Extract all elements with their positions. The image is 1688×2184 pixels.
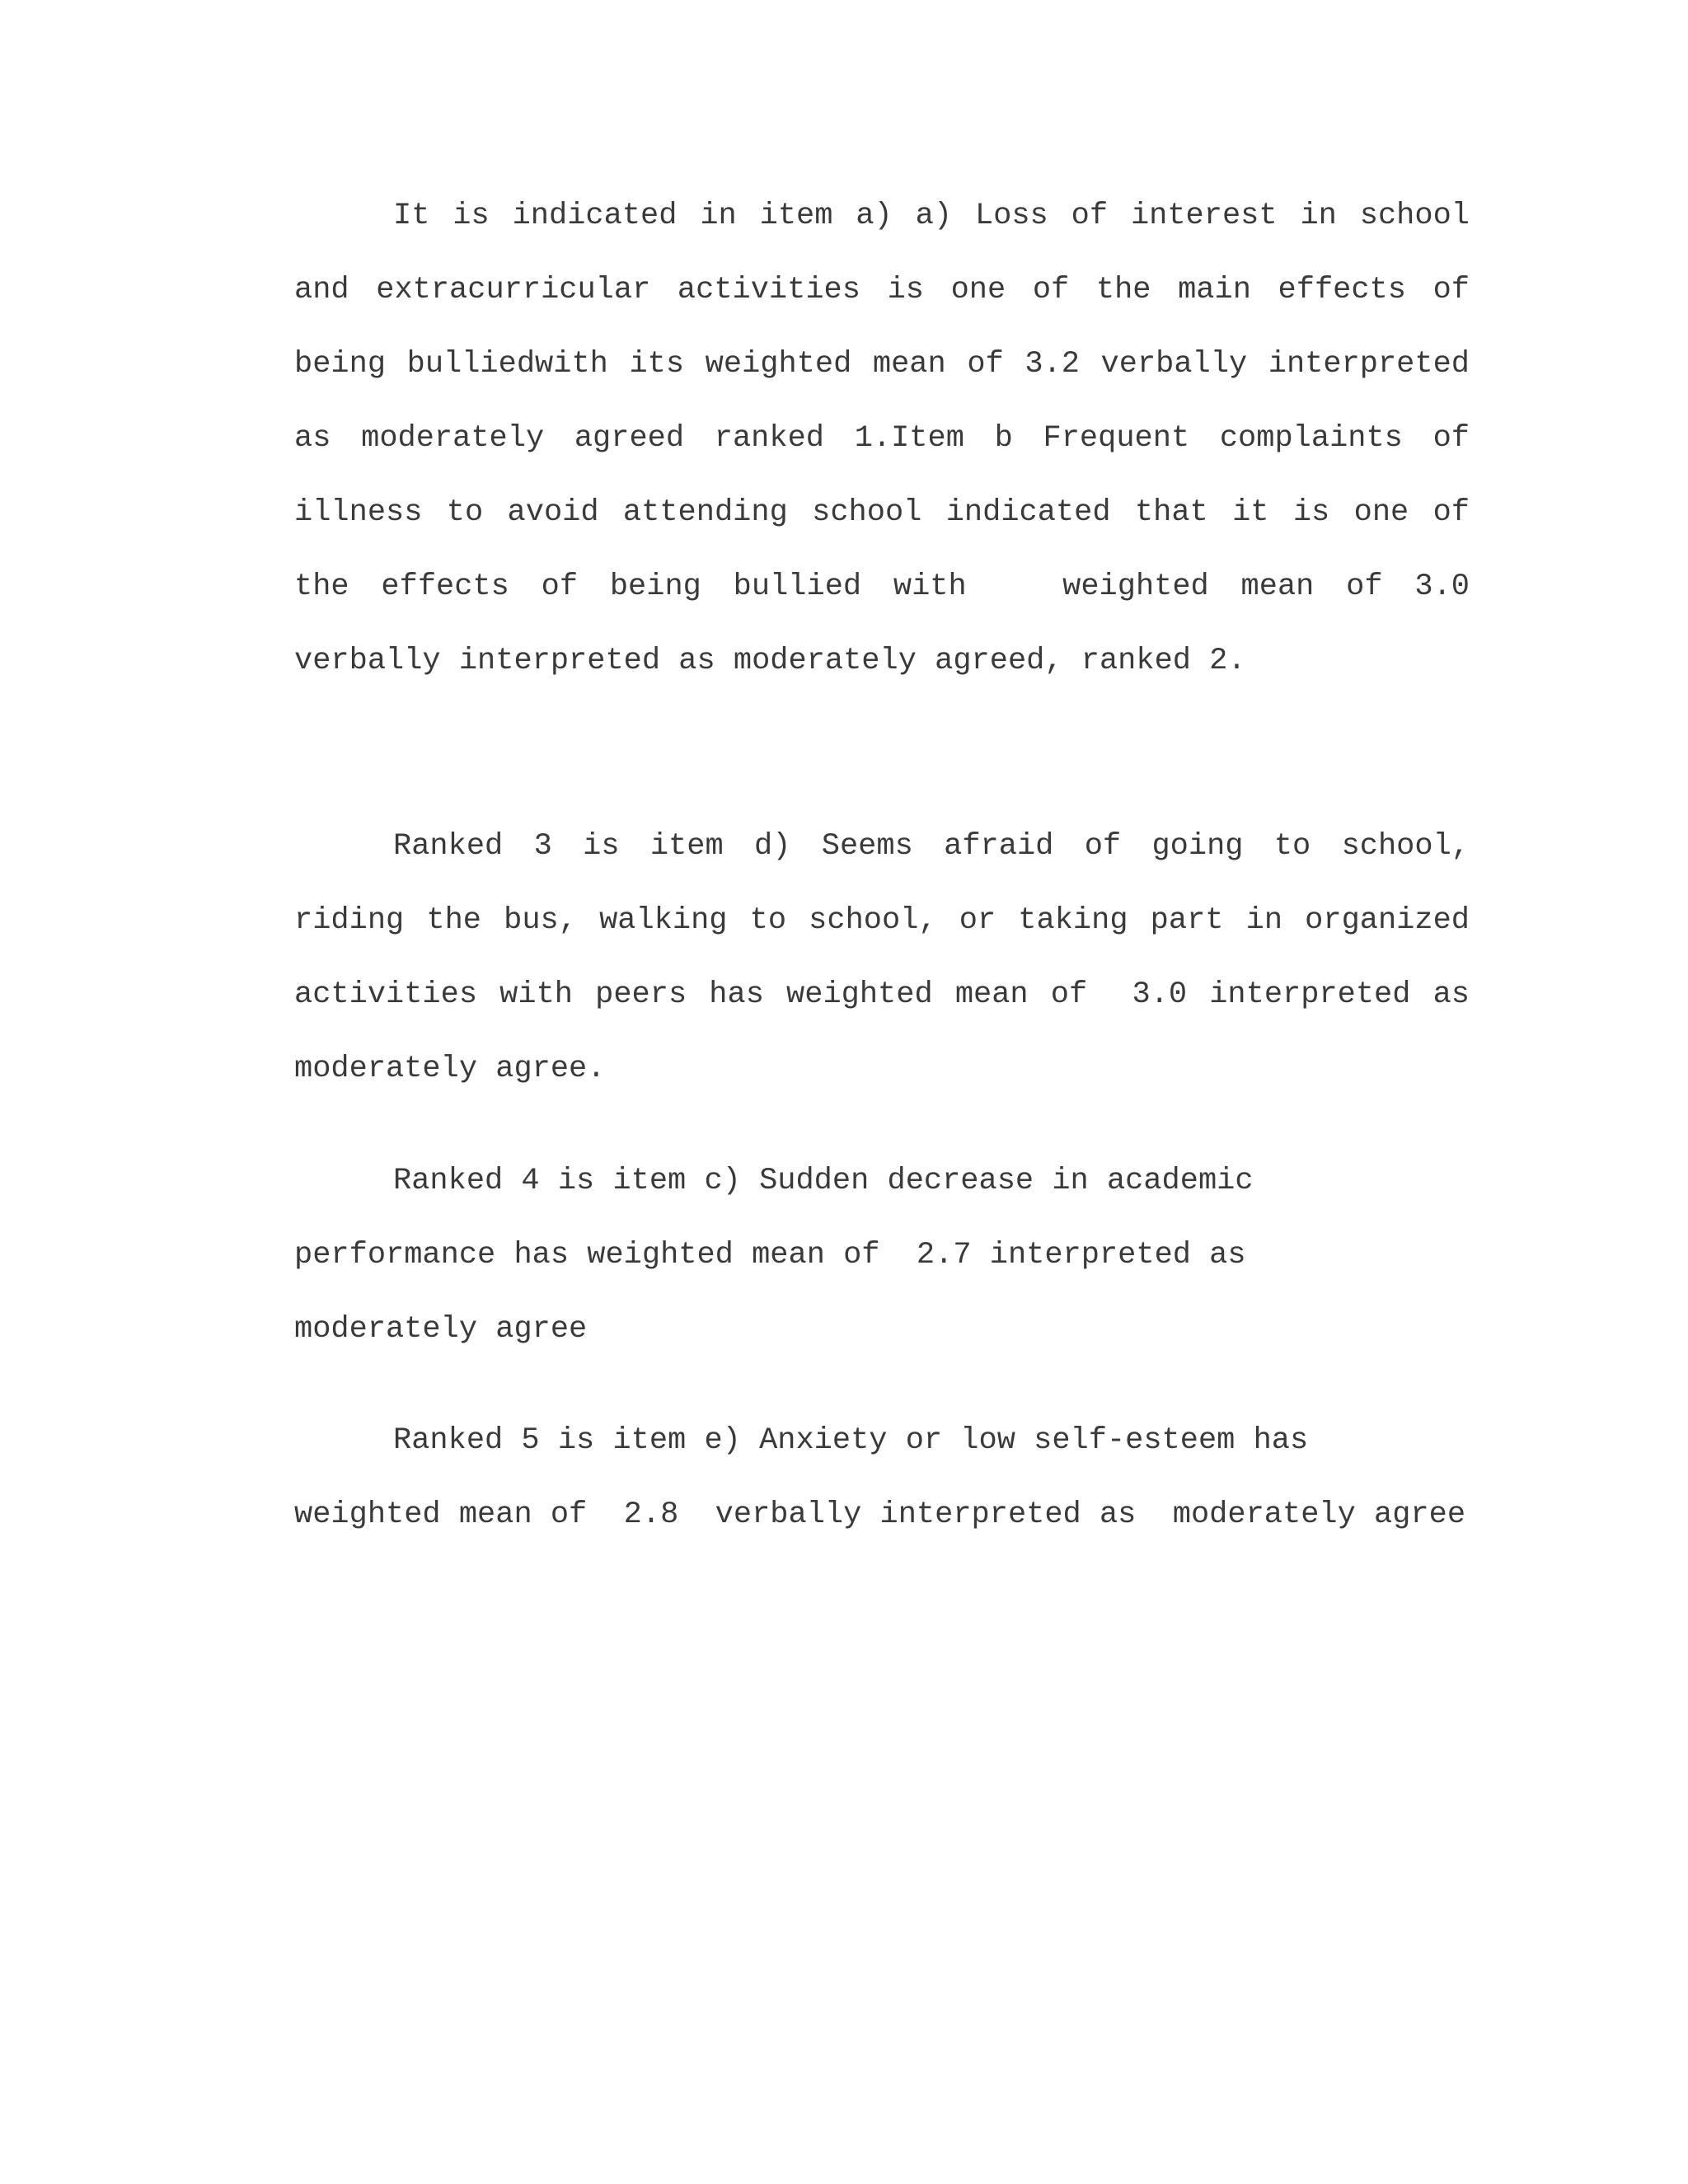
paragraph-ranked-1-2: It is indicated in item a) a) Loss of interest in school and extracurricular activities is one of the main effects of being bulliedwith its weighted mean of 3.2 verbally interpreted as moderately agreed ranked 1.Item b Frequent complaints of illness to avoid attending school indicated that it is one of the effects of being bullied with weighted mean of 3.0 verbally interpreted as moderately agreed, ranked 2. xyxy=(294,199,1489,678)
paragraph-ranked-5: Ranked 5 is item e) Anxiety or low self-esteem has weighted mean of 2.8 verbally interpreted as moderately agree xyxy=(294,1423,1466,1532)
paragraph-ranked-3: Ranked 3 is item d) Seems afraid of going to school, riding the bus, walking to school, or taking part in organized activities with peers has weighted mean of 3.0 interpreted as moderately agree. xyxy=(294,829,1507,1086)
paragraph-ranked-4: Ranked 4 is item c) Sudden decrease in academic performance has weighted mean of 2.7 interpreted as moderately agree xyxy=(294,1164,1272,1347)
